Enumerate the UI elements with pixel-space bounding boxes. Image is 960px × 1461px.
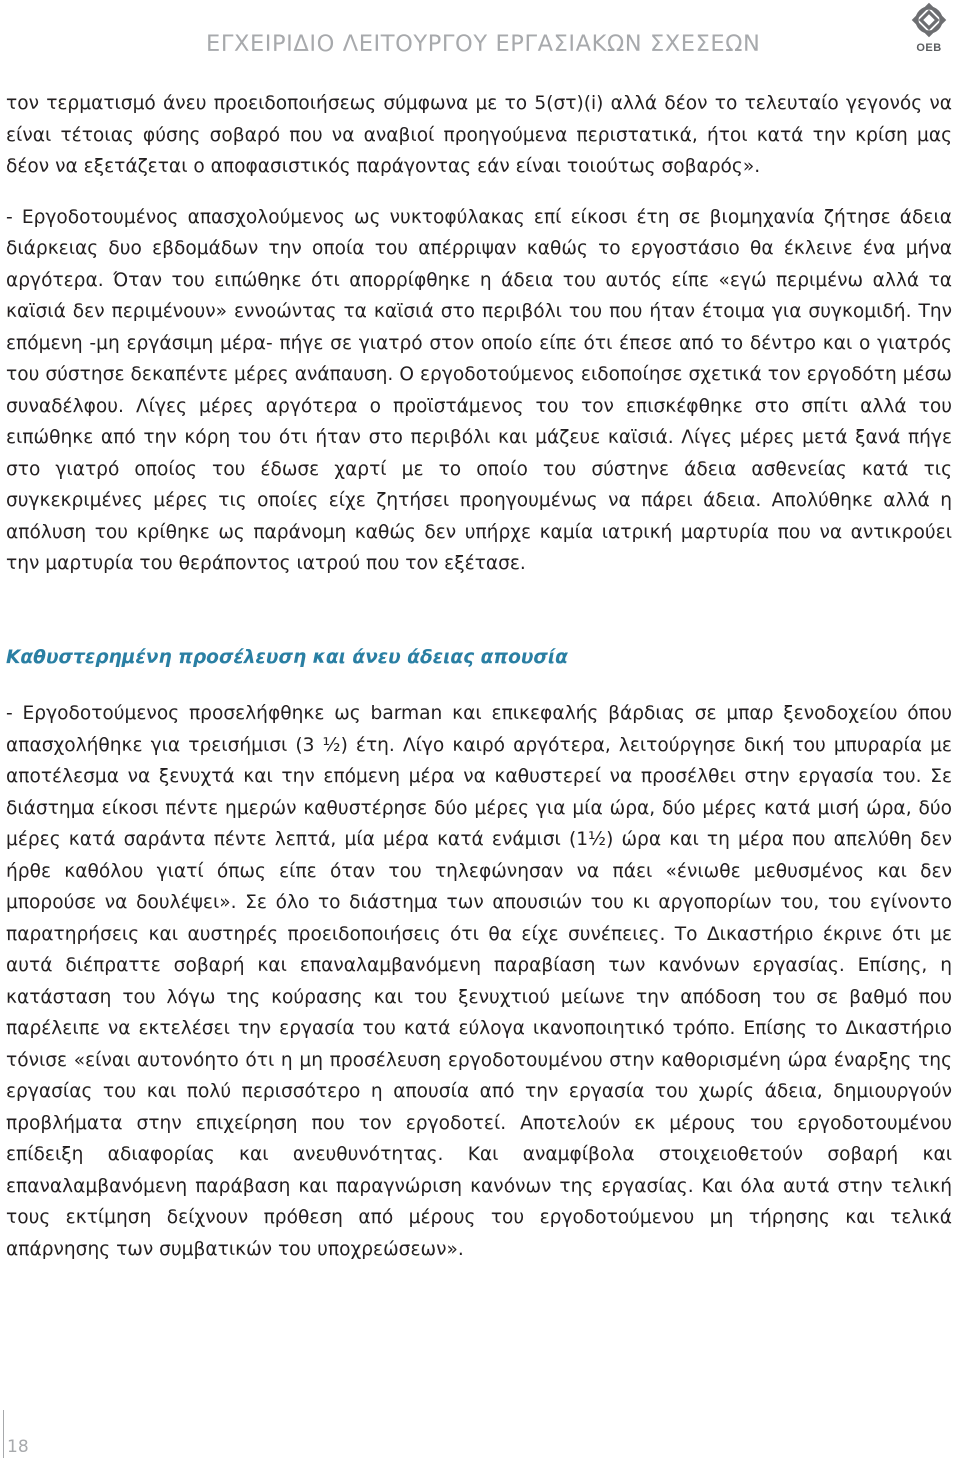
- paragraph-continuation: τον τερματισμό άνευ προειδοποιήσεως σύμφωνα με το 5(στ)(i) αλλά δέον το τελευταίο γεγονός να είναι τέτοιας φύσης σοβαρό που να αναβιοί προηγούμενα περιστατικά, ήτοι κατά την κρίση μας δέον να εξετάζεται ο αποφασιστικός παράγοντας εάν είναι τοιούτως σοβαρός».: [6, 93, 952, 177]
- page-number: 18: [3, 1436, 33, 1458]
- paragraph-night-watchman: - Εργοδοτουμένος απασχολούμενος ως νυκτοφύλακας επί είκοσι έτη σε βιομηχανία ζήτησε άδεια διάρκειας δυο εβδομάδων την οποία του απέρριψαν καθώς το εργοστάσιο θα έκλεινε ένα μήνα αργότερα. Όταν του ειπώθηκε ότι απορρίφθηκε η άδεια του αυτός είπε «εγώ περιμένω αλλά τα καϊσιά δεν περιμένουν» εννοώντας τα καϊσιά στο περιβόλι του που ήταν έτοιμα για συγκομιδή. Την επόμενη -μη εργάσιμη μέρα- πήγε σε γιατρό στον οποίο είπε ότι έπεσε από το δέντρο και ο γιατρός του σύστησε δεκαπέντε μέρες ανάπαυση. Ο εργοδοτούμενος ειδοποίησε σχετικά τον εργοδότη μέσω συναδέλφου. Λίγες μέρες αργότερα ο προϊστάμενος του τον επισκέφθηκε στο σπίτι αλλά του ειπώθηκε από την κόρη του ότι ήταν στο περιβόλι και μάζευε καϊσιά. Λίγες μέρες μετά ξανά πήγε στο γιατρό οποίος του έδωσε χαρτί με το οποίο του σύστηνε άδεια ασθενείας κατά τις συγκεκριμένες μέρες τις οποίες είχε ζητήσει προηγουμένως να πάρει άδεια. Απολύθηκε αλλά η απόλυση του κρίθηκε ως παράνομη καθώς δεν υπήρχε καμία ιατρική μαρτυρία που να αντικρούει την μαρτυρία του θεράποντος ιατρού που τον εξέτασε.: [6, 206, 952, 574]
- paragraph-barman: - Εργοδοτούμενος προσελήφθηκε ως barman και επικεφαλής βάρδιας σε μπαρ ξενοδοχείου όπου απασχολήθηκε για τρεισήμισι (3 ½) έτη. Λίγο καιρό αργότερα, λειτούργησε δική του μπυραρία με αποτέλεσμα να ξενυχτά και την επόμενη μέρα να καθυστερεί να προσέλθει στην εργασία του. Σε διάστημα είκοσι πέντε ημερών καθυστέρησε δύο μέρες για μία ώρα, δύο μέρες κατά μισή ώρα, δύο μέρες κατά σαράντα πέντε λεπτά, μία μέρα κατά ενάμισι (1½) ώρα και τη μέρα που απελύθη δεν ήρθε καθόλου γιατί όπως είπε όταν του τηλεφώνησαν να πάει «ένιωθε μεθυσμένος και δεν μπορούσε να δουλέψει». Σε όλο το διάστημα των απουσιών του κι αργοπορίων του, του εγίνοντο παρατηρήσεις και αυστηρές προειδοποιήσεις ότι θα είχε συνέπειες. Το Δικαστήριο έκρινε ότι με αυτά διέπραττε σοβαρή και επαναλαμβανόμενη παραβίαση των κανόνων εργασίας. Επίσης, η κατάσταση του λόγω της κούρασης και του ξενυχτιού μείωνε την απόδοση του σε βαθμό που παρέλειπε να εκτελέσει την εργασία του κατά εύλογα ικανοποιητικό τρόπο. Επίσης το Δικαστήριο τόνισε «είναι αυτονόητο ότι η μη προσέλευση εργοδοτουμένου στην καθορισμένη ώρα έναρξης της εργασίας του και πολύ περισσότερο η απουσία από την εργασία του χωρίς άδεια, δημιουργούν προβλήματα στην επιχείρηση που τον εργοδοτεί. Αποτελούν εκ μέρους του εργοδοτουμένου επίδειξη αδιαφορίας και ανευθυνότητας. Και αναμφίβολα στοιχειοθετούν σοβαρή και επαναλαμβανόμενη παράβαση και παραγνώριση κανόνων της εργασίας. Και όλα αυτά στην τελική τους εκτίμηση δείχνουν πρόθεση από μέρους του εργοδοτούμενου μη τήρησης και τελικά απάρνησης των συμβατικών του υποχρεώσεων».: [6, 703, 952, 1260]
- logo-text: ΟΕΒ: [916, 42, 942, 54]
- page-content: [6, 88, 952, 1265]
- section-heading: Καθυστερημένη προσέλευση και άνευ άδειας απουσία: [6, 646, 568, 668]
- oeb-logo-icon: [899, 2, 959, 44]
- oeb-logo: [899, 2, 959, 60]
- header-title: ΕΓΧΕΙΡΙΔΙΟ ΛΕΙΤΟΥΡΓΟΥ ΕΡΓΑΣΙΑΚΩΝ ΣΧΕΣΕΩΝ: [206, 31, 761, 57]
- page-number-divider: [3, 1410, 4, 1436]
